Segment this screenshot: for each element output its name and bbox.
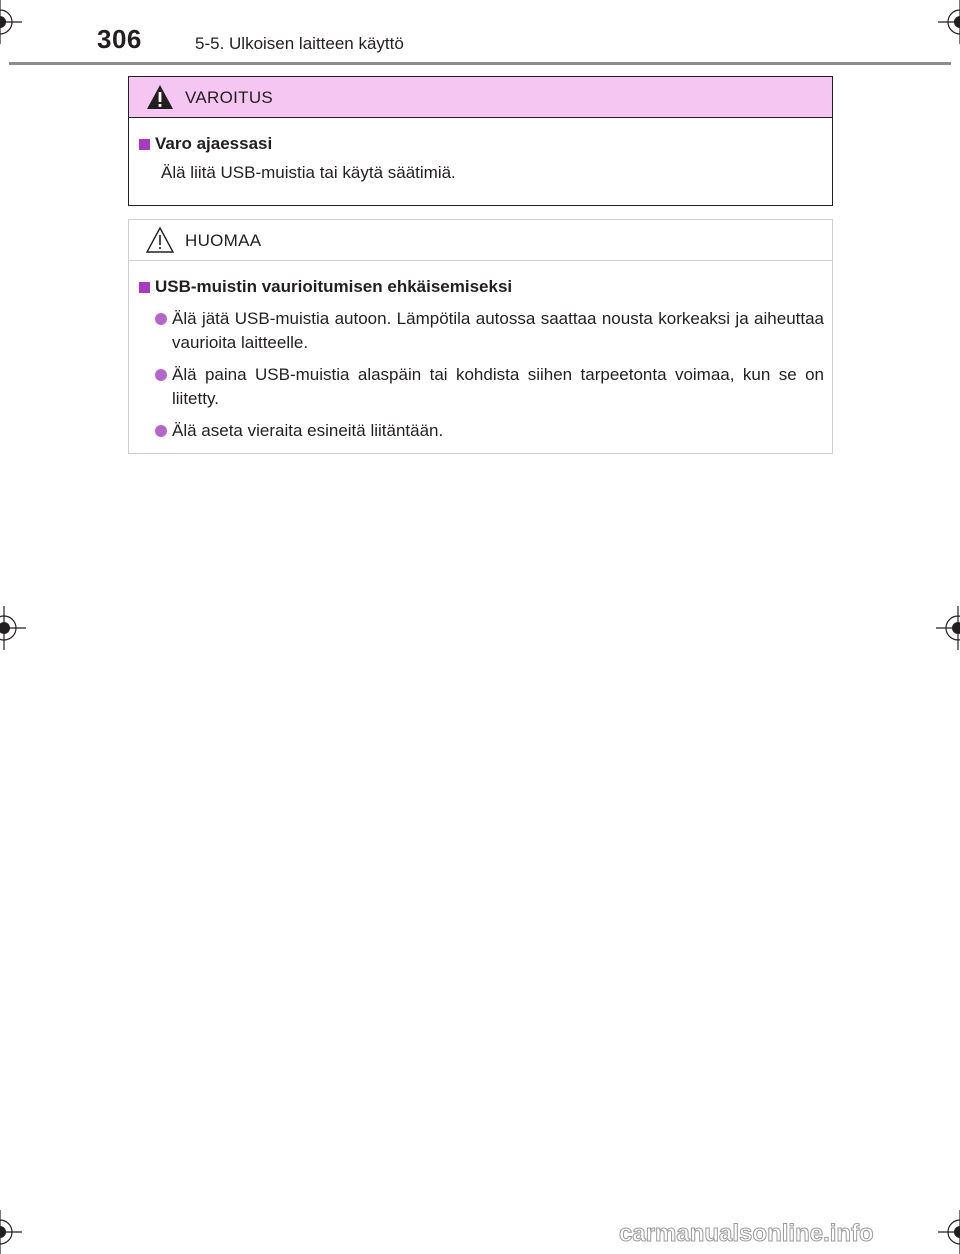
topic-marker-icon [139, 282, 150, 293]
bullet-dot-icon [155, 369, 167, 381]
section-title: 5-5. Ulkoisen laitteen käyttö [195, 34, 404, 53]
page-header [0, 0, 960, 70]
list-item-text: Älä jätä USB-muistia autoon. Lämpötila autossa saattaa nousta korkeaksi ja aiheuttaa vaurioita laitteelle. [172, 309, 824, 352]
notice-box-header [129, 220, 832, 261]
warning-box-body [129, 118, 832, 185]
notice-box-body [129, 261, 832, 443]
notice-label: HUOMAA [185, 231, 262, 250]
registration-mark-bottom-left [0, 1210, 22, 1254]
list-item [139, 307, 824, 355]
registration-mark-middle-left [0, 606, 26, 650]
list-item-text: Älä aseta vieraita esineitä liitäntään. [172, 421, 444, 440]
notice-topic-text: USB-muistin vaurioitumisen ehkäisemiseksi [155, 277, 513, 296]
registration-mark-middle-right [936, 606, 960, 650]
list-item [139, 363, 824, 411]
warning-topic [139, 132, 824, 156]
warning-label: VAROITUS [185, 88, 274, 107]
list-item [139, 419, 824, 443]
bullet-dot-icon [155, 313, 167, 325]
list-item-text: Älä paina USB-muistia alaspäin tai kohdista siihen tarpeetonta voimaa, kun se on liitetty. [172, 365, 824, 408]
topic-marker-icon [139, 139, 150, 150]
notice-box [128, 219, 833, 454]
caution-triangle-outline-icon [145, 226, 175, 254]
page-number: 306 [97, 24, 142, 54]
header-divider [9, 62, 951, 65]
warning-box-header [129, 77, 832, 118]
warning-text: Älä liitä USB-muistia tai käytä säätimiä. [161, 163, 456, 182]
warning-box [128, 76, 833, 206]
bullet-dot-icon [155, 425, 167, 437]
warning-triangle-icon [145, 83, 175, 111]
watermark-logo [615, 1217, 957, 1249]
warning-topic-text: Varo ajaessasi [155, 134, 273, 153]
svg-text:carmanualsonline.info: carmanualsonline.info [619, 1220, 874, 1247]
notice-topic [139, 275, 824, 299]
